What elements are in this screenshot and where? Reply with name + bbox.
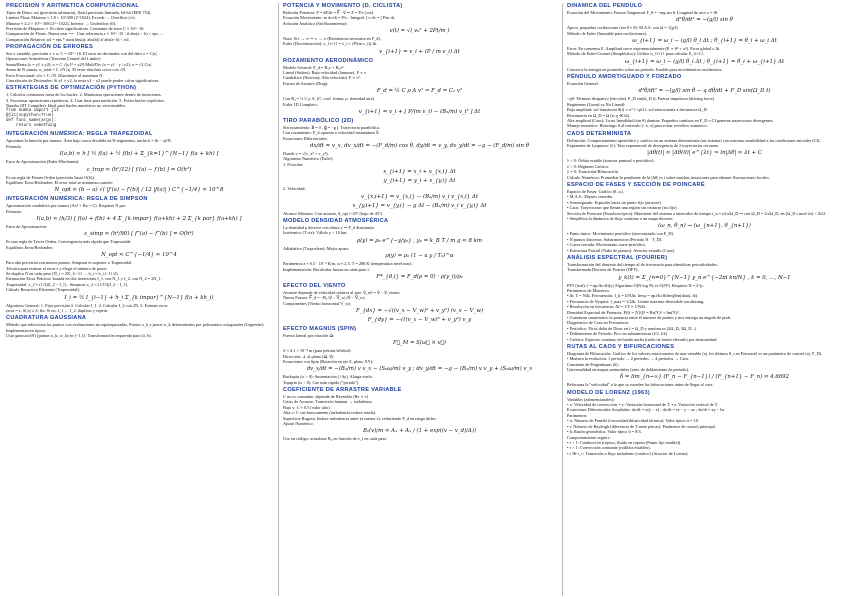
text-line: Cálculo Recursivo Eficiente (Trapezoidal): [6,287,80,293]
formula: ω_{i+1} = ω_i − (g/l) θ_i Δt ; θ_{i+1} = θ_i + ω_i Δt [632,38,777,45]
formula: v_{x,i+1} = v_{x,i} − (B₂/m) v_i v_{x,i} Δt [361,193,478,200]
text-line: Adiabático (Troposfera): Mejor ajuste. [283,245,350,251]
formula: ε_simp ≈ (h⁴/90) [ f‴(a) − f‴(b) ] = O(h⁴) [84,231,194,238]
code-snippet: from numba import jit @jit(nopython=True) def func_name(args): return something [6,109,59,129]
formula: ω_{i+1} = ω_i − (g/l) θ_i Δt ; θ_{i+1} = θ_i + ω_{i+1} Δt [624,58,785,65]
section-heading: DINÁMICA DEL PÉNDULO [567,3,643,9]
text-line: λ < 0: Órbita estable (atractor puntual o periódico). [567,158,655,164]
section-heading: PÉNDULO AMORTIGUADO Y FORZADO [567,74,682,81]
formula: v_{i+1} = v_i + [ P/(m v_i) − (B₂/m) v_i² ] Δt [358,109,481,116]
text-line: Resonancia en Ω_D ≈ Ω (si q ≪ Ω). [567,112,631,118]
text-line: • Resolución en frecuencia: Δf = 1/T = 1/NΔt. [567,304,646,310]
section-heading: ESTRATEGIAS DE OPTIMIZACIÓN (PYTHON) [6,85,137,92]
text-line: • r > 1: Convección constante (rodillos estables). [567,445,651,451]
formula: y_{i+1} = y_i + v_{y,i} Δt [383,178,456,185]
text-line: Se duplica N en cada paso (N_i = 2N_{i−1} → h_i = h_{i−1}/2). [6,270,119,276]
formula: v(t) = √( v₀² + 2Pt/m ) [389,28,450,35]
text-line: • M.A.S.: Elipses cerradas. [567,194,614,200]
text-line: Universalidad en mapas unimodales (ratio de doblamiento de periodo). [567,367,690,373]
text-line: • Muestra la evolución. 1 período → 2 períodos → 4 períodos → Caos. [567,356,690,362]
text-line: Usar gaussxw(N) (puntos x_k, w_k) en [−1,1]. Transformación requerida para [a, b]. [6,333,152,338]
text-line: Isotérmico (T cte): Válido y < 10 km. [283,230,348,236]
text-line: • Δt: T = NΔt. Frecuencias: f_k = k/NΔt; freqs = np.fft.rfftfreq(len(data), dt). [567,293,699,299]
formula: ρ(y) = ρ₀ e^{−y/y₀} , y₀ = k_B T / m g ≈ 8 km [356,237,483,244]
text-line: Nota: Si t → ∞ ⇒ v → ∞ (Resistencia necesaria en F_d). [283,36,381,42]
text-line: Ecuaciones con Spin (Rotación en eje Z, plano XY): [283,358,374,364]
section-heading: ESPACIO DE FASES Y SECCIÓN DE POINCARÉ [567,182,705,189]
section-heading: PRECISIÓN Y ARITMÉTICA COMPUTACIONAL [6,3,140,9]
text-line: Componentes (Viento horizontal V_w): [283,300,352,306]
text-line: Con rozamiento: F_d opuesta a velocidad instantánea v⃗. [283,130,380,136]
text-line: • Amortiguado: Espirales hacia un punto fijo (atractor). [567,199,662,205]
text-line: Es un regla de Primer Orden (precisión hasta O(h)). [6,174,95,180]
column-3 [562,3,842,596]
section-heading: EFECTO MAGNUS (SPIN) [283,325,357,332]
formula: dx/dt = v_x, dv_x/dt = −(F_d/m) cos θ, dy/dt = v_y, dv_y/dt = −g − (F_d/m) sin θ [310,143,529,150]
text-line: Lineal (Stokes): Baja velocidad (laminar). F ∝ v. [283,70,367,76]
column-2 [278,3,556,596]
text-line: Operaciones Aritméticas (Teorema Central del Límite): [6,56,102,62]
text-line: • Periódico: Picos delta de Dirac en f = Ω_D y armónicos (2Ω_D, 3Ω_D...). [567,325,698,331]
text-line: Sea x variable, precisión x ± σ, C = 10^−16. El error en decimales con del dato σ = C|x|. [6,51,158,57]
section-heading: RUTAS AL CAOS Y BIFURCACIONES [567,344,675,351]
text-line: Nueva Fuerza: F⃗_d = −B₂ |v⃗ − V⃗_w| (v⃗ − V⃗_w). [283,295,366,301]
text-line: Ecuaciones Diferenciales Acopladas: dx/dt = σ(y − x) ; dy/dt = rx − y − xz ; dz/dt = xy − bz [567,407,725,413]
text-line: Algoritmo Numérico (Euler): [283,156,334,162]
text-line: • r: Número de Rayleigh (diferencia de T entre placas). Parámetro de control principal. [567,423,716,429]
text-line: Baja amplitud: sol transitoria θ(t) ∝ e^{−qt/2}; sol estacionaria a frecuencia Ω_D. [567,107,708,113]
text-line: Comportamiento según r: [567,434,611,440]
text-line: S ≈ 4.1 × 10⁻⁴ m (para pelotas béisbol). [283,348,352,354]
text-line: Mínimo ≈ 2.2 × 10^−308 (2^−1022), Inferior → Underflow (0). [6,20,117,26]
text-line: 2. Velocidad: [283,186,306,192]
text-line: C no es constante, depende de Reynolds (Re ∝ v). [283,393,370,399]
text-line: Error: En consenso E. Amplitud crece exponencialmente (E ∝ θ² + ω²). Error global o Δt. [567,46,721,52]
text-line: Euler 1D Completo: [283,101,318,107]
text-line: Uso en código: actualizar B₂ en función de v_i en cada paso. [283,436,388,442]
section-heading: MODELO DENSIDAD ATMOSFÉRICA [283,218,389,225]
text-line: Implementación: Recalcular fuerza en cada paso i: [283,266,370,272]
section-heading: POTENCIA Y MOVIMIENTO (D. CICLISTA) [283,3,403,9]
formula: d²θ/dt² = −(g/l) sin θ − q dθ/dt + F_D sin(Ω_D t) [638,88,771,95]
text-line: 1. Posición: [283,161,304,167]
formula: v_{y,i+1} = v_{y,i} − g Δt − (B₂/m) v_i v_{y,i} Δt [352,202,487,209]
text-line: λ > 0: Régimen Caótico. [567,163,610,169]
formula: ε_trap ≈ (h²/12) [ f′(a) − f′(b) ] = O(h²) [86,166,192,173]
text-line: Fórmula: [6,208,22,214]
text-line: Euler (Discretización): v_{i+1} = v_i + (P/(m v_i)) Δt [283,41,377,47]
text-line: Aprox. pequeñas oscilaciones (sin θ ≈ θ): M.A.S. con Ω = √(g/l). [567,25,679,31]
text-line: Es una regla de Tercer Orden. Convergencia más rápida que Trapezoidal. [6,239,132,245]
text-line: Dirección: ⊥ al plano (ω⃗, v⃗). [283,353,335,359]
section-heading: INTEGRACIÓN NUMÉRICA: REGLA TRAPEZOIDAL [6,131,153,138]
formula: (ω_n, θ_n) → (ω_{n+1}, θ_{n+1}) [658,223,751,230]
text-line: Backspin (ω > 0): Sustentación (↑Ay). Alarga vuelo. [283,374,373,380]
text-line: Parámetros a ≈ 6.5 · 10⁻³ K/m, α ≈ 2.5, T = 288 K (temperatura nivel mar). [283,261,413,267]
text-line: • x: Velocidad de convección. • y: Variación horizontal de T. • z: Variación vertical de T. [567,402,719,408]
text-line: • Simplifica la dinámica de flujo continuo a un mapa discreto: [567,215,674,221]
text-line: • Curva cerrada: Movimiento cuasi-periódico. [567,242,646,248]
text-line: Superficie Rugosa: Induce turbulencia antes (a menor v), reduciendo F_d en rango útiles. [283,415,437,421]
text-line: Método de Euler-Cromer (Simpléctico): Utiliza ω_{i+1} para calcular θ_{i+1}: [567,51,705,57]
text-line: Comparación Relativa: tol = eps * max(abs(a), abs(b)) if abs(a−b) < tol. [6,36,130,42]
text-line: Densidad Espectral de Potencia: P(f) = |Y(f)|² = Re(Y)² + Im(Y)². [567,309,680,315]
text-line: Estimación Error Práctica: basada en dos iteraciones I_1, con N_1 y I_2, con N_2 = 2N_1. [6,276,162,282]
text-line: Arrastre depende de velocidad relativa al aire: v⃗_rel = v⃗ − v⃗_viento. [283,289,401,295]
formula: |Δθ(t)| ≈ |Δθ(0)| e^{λt} ⇒ ln|Δθ| ≈ λt + C [647,150,762,157]
text-line: Regímenes (Lineal vs No Lineal): [567,101,626,107]
text-line: Algoritmo General: 1. Fijar precisión δ. Calcular I_1. 2. Calcular I_2 con 2N. 3. Estimar error. [6,302,169,308]
text-line: Cálculo Numérico: Promediar la pendiente de ln |Δθ| vs t sobre muchas iteraciones para obtener fluctuaciones locales. [567,174,770,180]
section-heading: COEFICIENTE DE ARRASTRE VARIABLE [283,387,402,394]
formula: B₂(v)/m ≈ A₁ + A₂ / (1 + exp((v − v_d)/Δ)) [362,428,477,435]
text-line: Ecuación del Movimiento: Fuerza Tangencial F_θ = −mg sin θ. Longitud de arco s = lθ. [567,9,718,15]
section-heading: ANÁLISIS ESPECTRAL (FOURIER) [567,254,668,261]
text-line: Equilibrio Error/Redondeo: [6,244,54,250]
text-line: Sin rozamiento: a⃗ = 0 , g⃗ = −g ĵ. Trayectoria parabólica. [283,124,380,130]
text-line: Método que selecciona los puntos con evaluaciones no equiespaciadas. Puntos x_k y pesos w_k determinados por polinomios ortogonales (Legendre). Implementación típica: [6,322,265,333]
formula: ρ(y) = ρ₀ (1 − a y / T₀)^α [385,253,454,260]
text-line: Comparación de Floats: Nunca usar == . Usar tolerancia ε ≈ 10^−15 ; if abs(a − b) < eps: ... [6,31,164,37]
text-line: Equilibrio Error/Redondeo: El error total se minimiza cuando: [6,179,114,185]
text-line: −qθ̇: Término disipativo (fricción). F_D sin(Ω_D t): Fuerza impulsora (driving force). [567,96,716,102]
column-1 [6,3,272,596]
text-line: Variables (adimensionales): [567,396,615,402]
text-line: error = ε. Si |ε| ≤ δ, fin. Si no, I_1 ← I_2, duplicar y repetir. [6,307,109,313]
text-line: Transformación del dominio del tiempo al de frecuencia para identificar periodicidades. [567,261,719,267]
text-line: • r ≫ r_c: Transición a flujo turbulento (caótico) (Atractor de Lorenz). [567,450,689,456]
text-line: Ecuaciones Diferenciales: [283,135,328,141]
text-line: Cancelación de Decimales: Si y1 ≈ y2, la resta y1 − y2 puede perder cifras significativas. [6,78,160,84]
text-line: 3. Factorizar operaciones repetitivas. 4. Usar time para medición. 5. Evitar bucles explícitos. [6,97,165,103]
text-line: Transformada Discreta de Fourier (DFT): [567,267,639,273]
text-line: Fórmula: [6,143,22,149]
formula: v_{i+1} = v_i + (P / m v_i) Δt [379,48,460,55]
text-line: Topspin (ω < 0): Cae más rápido ("picado"). [283,379,360,385]
text-line: Trapezoidal: ε_2 ≈ (1/3)(I_2 − I_1) . Simpson: ε_2 ≈ (1/15)(I_2 − I_1). [6,281,129,287]
formula: I_i = ½ I_{i−1} + h_i Σ_{k impar}^{N−1} f(a + kh_i) [64,294,214,301]
section-heading: CAOS DETERMINISTA [567,130,632,137]
text-line: Alta amplitud (Caos): La no linealidad (sin θ) domina. Pequeños cambios en F_D o CI generan trayectorias divergentes. [567,118,774,124]
formula: x_{i+1} = x_i + v_{x,i} Δt [383,169,456,176]
text-line: Relaciona la "velocidad" a la que se suceden las bifurcaciones antes de llegar al caos. [567,382,714,388]
text-line: • Punto único: Movimiento periódico (sincronizado con F_D). [567,231,675,237]
text-line: Suma de N sumas: σ_total = C √N |x|. El error absoluto crece con √N. [6,67,127,73]
text-line: Con B₂ = ½ C ρ A. (C: coef. forma, ρ: densidad aire). [283,96,376,102]
text-line: Constante de Feigenbaum (δ): [567,361,619,367]
text-line: Límites Float: Máximo ≈ 1.8 × 10^308 (2^1024), Excede → Overflow (∞). [6,15,136,21]
formula: I(a,b) ≈ h [ ½ f(a) + ½ f(b) + Σ_{k=1}^{N−1} f(a + kh) ] [59,151,219,158]
text-line: • Frecuencia de Nyquist: f_max = 1/2Δt. Límite máximo detectable sin aliasing. [567,298,705,304]
section-heading: ROZAMIENTO AERODINÁMICO [283,57,374,64]
text-line: Parámetros: [567,412,588,418]
formula: N_opt ≈ (b − a) √( |f′(a) − f′(b)| / 12 |f(a)| ) C^{−1/4} ≈ 10^8 [54,187,224,194]
text-line: Precisión de Máquina: ≈ 16 cifras significativas. Constante de error C ≈ 10^−16. [6,26,145,32]
text-line: Error de Aproximación (Euler-Maclaurin): [6,159,80,165]
text-line: Error de Aproximación: [6,223,48,229]
text-line: • Doblamiento de Periodo: Pico en subarmónicas (f/2, f/4). [567,331,669,337]
formula: F_{dx} = −√((v_x − V_w)² + v_y²) (v_x − V_w) [356,307,483,314]
formula: I(a,b) ≈ (h/3) [ f(a) + f(b) + 4 Σ_{k impar} f(a+kh) + 2 Σ_{k par} f(a+kh) ] [36,215,242,222]
text-line: Ecuación General: [567,81,599,87]
text-line: Diagrama de Bifurcación: Gráfico de los valores estacionarios de una variable (ej. los últimos θ_i en Poincaré) vs un parámetro de control (ej. F_D). [567,350,823,356]
text-line: Error Fraccional: σ/x ≈ C √N. Disminuye al aumentar N. [6,72,104,78]
text-line: Técnica para estimar el error ε y elegir el número de pasos. [6,265,108,271]
text-line: Fuerza de Arrastre (Drag): [283,80,329,86]
formula: dv_x/dt = −(B₂/m) v v_x − (S₀ω/m) v_y ; dv_y/dt = −g − (B₂/m) v v_y + (S₀ω/m) v_x [306,366,533,373]
text-line: Definición: Comportamiento aperiódico y caótico en un sistema determinista (un sistema) con extrema sensibilidad a las condiciones iniciales (CI). [567,137,821,143]
formula: F_{dy} = −√((v_x − V_w)² + v_y²) v_y [367,316,472,323]
text-line: • Caótico: Espectro continuo de banda ancha (ruido de fondo elevado) por aleatoriedad. [567,336,718,342]
section-heading: INTEGRACIÓN NUMÉRICA: REGLA DE SIMPSON [6,196,148,203]
text-line: FFT (real): f = np.fft.rfft(y) Algoritmo O(N log N) vs O(N²). Requiere N = 2^p. [567,282,704,288]
formula: F_d = ½ C ρ A v² ⇒ F_d = C₂ v² [376,88,463,95]
text-line: Sección de Poincaré (Estroboscópica): Muestrear del sistema a intervalos de tiempo t_n = n2π/Ω_D ⇒ con Ω_D = 2π/Ω_D, en (Ω_D t mod 2π) < Δt/2. [567,210,827,216]
text-line: Relación Potencia: P = dE/dt = F⃗ · v⃗ ⇒ F = P/v (cte). [283,9,375,15]
text-line: • Estructura Fractal (Nube de puntos): Atractor extraño (Caos). [567,247,676,253]
formula: F⃗_M = S(ω⃗ × v⃗) [393,340,446,347]
text-line: Manejo numérico: Restringir θ al intervalo [−π, π] para evitar overflow numérico. [567,123,708,129]
text-line: Aproxima la función por tramos. Área bajo curva dividida en N segmentos, ancho h = (b − a)/N. [6,138,172,144]
text-line: Método de Euler (Inestable para oscilaciones): [567,30,648,36]
text-line: Suma/Resta (x = y1 ± y2): σ = C √(y1² + y2²) Mult/Div (x = y1 · y / y2): σ = √2 C|x|. [6,61,153,67]
formula: F*_{d,i} = F_d(ρ = 0) · ρ(y_i)/ρ₀ [376,273,463,280]
section-heading: TIRO PARABÓLICO (2D) [283,118,354,125]
text-line: Modelo General: F_d = B₁v + B₂v². [283,64,345,70]
text-line: 1. Cálculos constantes fuera de los bucles. 2. Minimizar operaciones dentro de iteraciones. [6,92,162,98]
text-line: Donde v = √(v_x² + v_y²). [283,151,329,157]
text-line: Crisis de Arrastre: Transición laminar → turbulenta. [283,399,373,405]
text-line: Tipos de Datos: int (precisión arbitraria), float (precisión limitada, 64-bit IEEE 754). [6,9,152,15]
section-heading: CUADRATURA GAUSSIANA [6,315,87,322]
text-line: Cuadrático (Newton): Alta velocidad. F ∝ v². [283,75,361,81]
formula: N_opt ≈ C^{−1/4} ≈ 10^4 [101,252,177,259]
text-line: Solución Analítica (Sin Rozamiento): [283,20,348,26]
text-line: Para alta precisión con menos puntos, Simpson es superior a Trapezoidal. [6,260,133,266]
text-line: • r < 1: Conducción (reposo, fluido en reposo (Punto fijo estable)). [567,439,682,445]
text-line: λ = 0: Transición/Bifurcación. [567,169,619,175]
text-line: • b: Razón geométrica. Valor típico b = 8/3. [567,429,642,435]
text-line: Fuerza lateral por rotación ω⃗: [283,332,335,338]
text-line: Diagnóstico de Caos en Frecuencia: [567,320,629,326]
text-line: • Caos: Trayectorias que llenan una región sin cruzarse (no fijo). [567,205,678,211]
text-line: • σ: Número de Prandtl (viscosidad/difusividad térmica). Valor típico σ = 10. [567,418,699,424]
text-line: Alcance Máximo: Con arrastre, θ_opt ≈ 45° (bajo de 45°). [283,210,384,216]
text-line: Aproximación cuadrática por tramos (Ax² + Bx + C). Requiere N par. [6,203,126,209]
text-line: Numba (JIT Compiler): Ideal para bucles numéricos no vectorizables. [6,103,127,109]
text-line: Parámetros de Muestreo: [567,287,610,293]
text-line: • N puntos discretos: Subarmónicos (Periodo N · T_D). [567,236,663,242]
text-line: La densidad ρ decrece con altura y ⇒ F_d disminuye. [283,224,376,230]
section-heading: EFECTO DEL VIENTO [283,282,346,289]
formula: δ = lim_{n→∞} (F_n − F_{n−1}) / (F_{n+1} − F_n) ≈ 4.6692 [619,374,790,381]
text-line: Conserva la energía en promedio sobre un periodo. Estable para movimientos oscilatorios. [567,66,723,72]
text-line: Ecuación Movimiento: m dv/dt = P/v . Integral: ∫ v dv = ∫ P/m dt. [283,15,395,21]
section-heading: PROPAGACIÓN DE ERRORES [6,44,93,51]
section-heading: MODELO DE LORENZ (1963) [567,389,651,396]
text-line: Alta v: C cae bruscamente (turbulencia reduce estela). [283,410,377,416]
text-line: Bajo v: C ≈ 0.5 (valor alto). [283,404,331,410]
formula: y_k(t) = Σ_{n=0}^{N−1} y_n e^{−2πi kn/N} , k = 0, …, N−1 [618,274,791,281]
formula: d²θ/dt² = −(g/l) sin θ [676,17,733,24]
text-line: Ajuste Numérico: [283,421,314,427]
text-line: Exponente de Lyapunov (λ): Tasa exponencial de divergencia de 2 trayectorias cercanas: [567,143,720,149]
text-line: Espacio de Fases: Gráfico (θ, ω). [567,188,624,194]
text-line: • Cuantizan cuantitativo la potencia entre el número de puntos y nos entrega un ángulo de prob. [567,315,732,321]
